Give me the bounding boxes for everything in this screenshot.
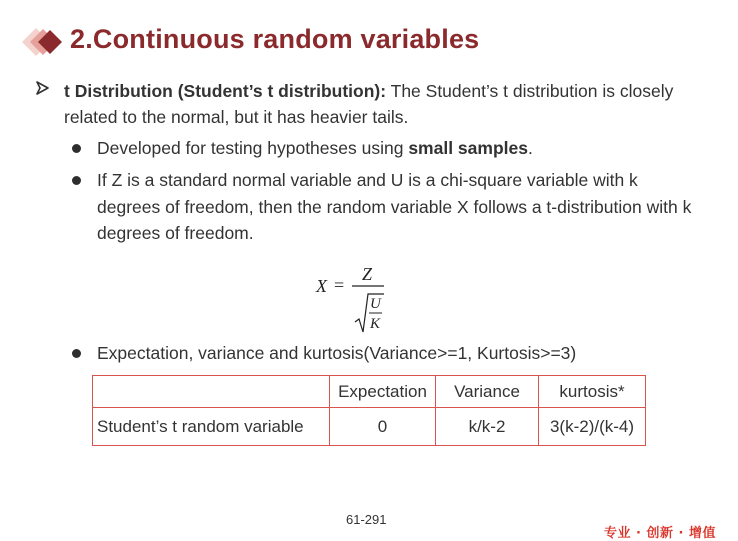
table-header-row [93, 376, 646, 408]
table-cell: 3(k-2)/(k-4) [539, 408, 646, 446]
footer-slogan: 专业 · 创新 · 增值 [604, 526, 716, 541]
table-cell: Student’s t random variable [93, 408, 330, 446]
bullet-dot-icon [72, 144, 81, 153]
formula-inner-numerator: U [370, 296, 381, 312]
t-distribution-formula [312, 262, 402, 334]
sub-bullet-emphasis: small samples [408, 138, 528, 158]
sub-bullet-definition [72, 167, 702, 247]
diamond-decoration-icon [8, 24, 64, 60]
main-bullet [36, 78, 686, 130]
table-cell: k/k-2 [436, 408, 539, 446]
main-bullet-body: The Student’s t distribution is closely related to the normal, but it has heavier tails. [64, 81, 674, 127]
formula-lhs: X [316, 276, 327, 296]
table-header-cell: Expectation [330, 376, 436, 408]
sub-bullet-small-samples [72, 135, 702, 162]
formula-numerator: Z [362, 264, 373, 284]
table-row [93, 408, 646, 446]
sub-bullet-text-end: . [527, 138, 533, 158]
arrow-bullet-icon [36, 80, 50, 96]
main-bullet-text [64, 78, 686, 130]
moments-table [92, 375, 646, 446]
table-cell: 0 [330, 408, 436, 446]
sub-bullet-text-start: Developed for testing hypotheses using [97, 138, 409, 158]
slide-title: 2.Continuous random variables [70, 24, 480, 54]
page-number: 61-291 [346, 512, 387, 527]
sub-bullet-text: If Z is a standard normal variable and U is a chi-square variable with k degrees of freedom, then the random variable X follows a t-distribution with k degrees of freedom. [97, 170, 692, 243]
bullet-dot-icon [72, 176, 81, 185]
bullet-dot-icon [72, 349, 81, 358]
sub-bullet-text [97, 135, 702, 162]
formula-inner-denominator: K [370, 316, 381, 332]
formula-equals: = [334, 275, 345, 295]
table-header-cell: kurtosis* [539, 376, 646, 408]
sub-bullet-moments [72, 340, 702, 367]
main-bullet-term: t Distribution (Student’s t distribution): [64, 81, 387, 101]
table-header-cell: Variance [436, 376, 539, 408]
table-header-cell [93, 376, 330, 408]
sub-bullet-text: Expectation, variance and kurtosis(Variance>=1, Kurtosis>=3) [97, 343, 577, 363]
